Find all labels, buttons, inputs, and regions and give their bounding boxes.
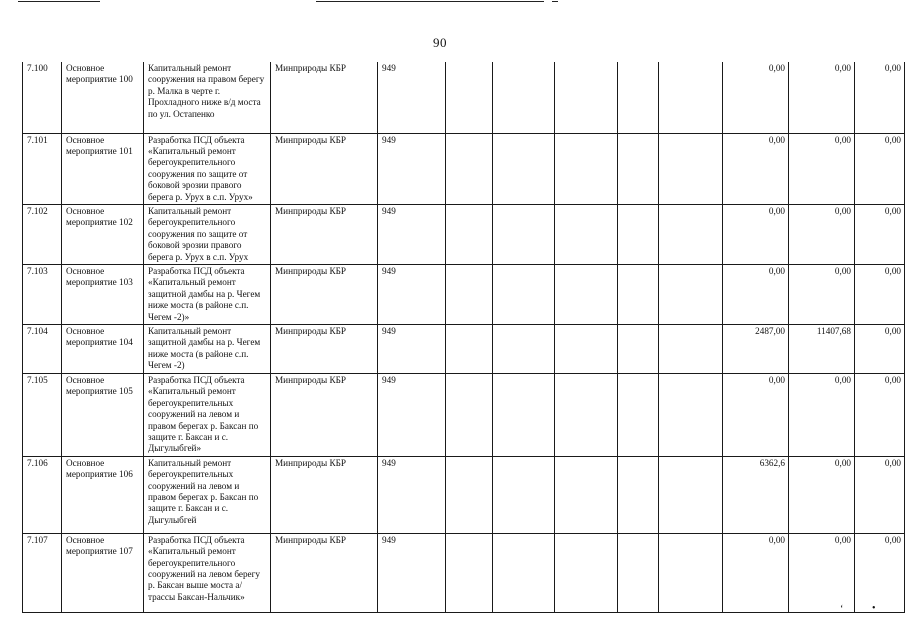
empty-cell	[618, 133, 659, 204]
amount-3: 0,00	[855, 133, 905, 204]
measure-type: Основное мероприятие 102	[62, 204, 144, 264]
amount-3: 0,00	[855, 533, 905, 612]
amount-3: 0,00	[855, 62, 905, 133]
measure-type: Основное мероприятие 107	[62, 533, 144, 612]
empty-cell	[618, 325, 659, 374]
table-row	[23, 264, 905, 324]
scan-artifact-line-right	[552, 1, 558, 2]
amount-1: 2487,00	[723, 325, 789, 374]
executor: Минприроды КБР	[271, 204, 378, 264]
executor: Минприроды КБР	[271, 264, 378, 324]
executor: Минприроды КБР	[271, 62, 378, 133]
row-number: 7.107	[23, 533, 62, 612]
empty-cell	[555, 264, 618, 324]
empty-cell	[446, 62, 493, 133]
amount-1: 0,00	[723, 533, 789, 612]
empty-cell	[493, 533, 555, 612]
grbs-code: 949	[378, 374, 446, 457]
executor: Минприроды КБР	[271, 533, 378, 612]
amount-3: 0,00	[855, 204, 905, 264]
amount-2: 11407,68	[789, 325, 855, 374]
amount-2: 0,00	[789, 533, 855, 612]
amount-2: 0,00	[789, 204, 855, 264]
amount-3: 0,00	[855, 374, 905, 457]
measure-type: Основное мероприятие 100	[62, 62, 144, 133]
empty-cell	[493, 204, 555, 264]
empty-cell	[493, 133, 555, 204]
empty-cell	[618, 204, 659, 264]
empty-cell	[618, 264, 659, 324]
grbs-code: 949	[378, 204, 446, 264]
measure-name: Разработка ПСД объекта «Капитальный ремонт берегоукрепительного сооружений на левом берегу р. Баксан выше моста а/трассы Баксан-Нальчик»	[144, 533, 271, 612]
empty-cell	[555, 133, 618, 204]
empty-cell	[618, 456, 659, 533]
empty-cell	[618, 374, 659, 457]
measure-type: Основное мероприятие 103	[62, 264, 144, 324]
measure-name: Капитальный ремонт защитной дамбы на р. Чегем ниже моста (в районе с.п. Чегем -2)	[144, 325, 271, 374]
grbs-code: 949	[378, 456, 446, 533]
amount-1: 0,00	[723, 204, 789, 264]
scan-mark-left: ʻ	[840, 604, 844, 615]
empty-cell	[446, 325, 493, 374]
table-row	[23, 374, 905, 457]
empty-cell	[493, 456, 555, 533]
measure-name: Разработка ПСД объекта «Капитальный ремонт берегоукрепительных сооружений на левом и правом берегах р. Баксан по защите г. Баксан и с. Дыгулыбгей»	[144, 374, 271, 457]
table-row	[23, 533, 905, 612]
grbs-code: 949	[378, 264, 446, 324]
empty-cell	[555, 374, 618, 457]
grbs-code: 949	[378, 133, 446, 204]
empty-cell	[446, 204, 493, 264]
measure-type: Основное мероприятие 105	[62, 374, 144, 457]
empty-cell	[618, 62, 659, 133]
empty-cell	[555, 533, 618, 612]
empty-cell	[493, 264, 555, 324]
empty-cell	[446, 533, 493, 612]
empty-cell	[659, 325, 723, 374]
table-body	[23, 62, 905, 612]
empty-cell	[659, 456, 723, 533]
amount-3: 0,00	[855, 325, 905, 374]
empty-cell	[555, 204, 618, 264]
measure-name: Разработка ПСД объекта «Капитальный ремонт берегоукрепительного сооружения по защите от боковой эрозии правого берега р. Урух в с.п. Урух»	[144, 133, 271, 204]
amount-3: 0,00	[855, 456, 905, 533]
table-row	[23, 456, 905, 533]
row-number: 7.101	[23, 133, 62, 204]
empty-cell	[618, 533, 659, 612]
empty-cell	[493, 325, 555, 374]
empty-cell	[555, 325, 618, 374]
amount-1: 0,00	[723, 133, 789, 204]
empty-cell	[659, 62, 723, 133]
measure-name: Капитальный ремонт берегоукрепительного сооружения по защите от боковой эрозии правого берега р. Урух в с.п. Урух	[144, 204, 271, 264]
row-number: 7.105	[23, 374, 62, 457]
amount-2: 0,00	[789, 264, 855, 324]
measure-name: Разработка ПСД объекта «Капитальный ремонт защитной дамбы на р. Чегем ниже моста (в районе с.п. Чегем -2)»	[144, 264, 271, 324]
amount-2: 0,00	[789, 62, 855, 133]
executor: Минприроды КБР	[271, 374, 378, 457]
grbs-code: 949	[378, 325, 446, 374]
empty-cell	[659, 374, 723, 457]
empty-cell	[446, 264, 493, 324]
scan-artifact-line-left	[18, 1, 100, 2]
measure-type: Основное мероприятие 104	[62, 325, 144, 374]
amount-2: 0,00	[789, 456, 855, 533]
empty-cell	[555, 62, 618, 133]
row-number: 7.103	[23, 264, 62, 324]
scan-mark-right: •	[872, 603, 876, 614]
empty-cell	[493, 62, 555, 133]
row-number: 7.102	[23, 204, 62, 264]
measure-type: Основное мероприятие 101	[62, 133, 144, 204]
grbs-code: 949	[378, 62, 446, 133]
empty-cell	[446, 374, 493, 457]
table-row	[23, 204, 905, 264]
amount-1: 0,00	[723, 264, 789, 324]
amount-2: 0,00	[789, 133, 855, 204]
row-number: 7.104	[23, 325, 62, 374]
measure-name: Капитальный ремонт сооружения на правом берегу р. Малка в черте г. Прохладного ниже в/д моста по ул. Остапенко	[144, 62, 271, 133]
empty-cell	[659, 133, 723, 204]
empty-cell	[555, 456, 618, 533]
page-number: 90	[433, 35, 447, 50]
empty-cell	[659, 264, 723, 324]
empty-cell	[446, 456, 493, 533]
row-number: 7.106	[23, 456, 62, 533]
amount-1: 6362,6	[723, 456, 789, 533]
amount-3: 0,00	[855, 264, 905, 324]
measure-type: Основное мероприятие 106	[62, 456, 144, 533]
executor: Минприроды КБР	[271, 325, 378, 374]
empty-cell	[659, 204, 723, 264]
empty-cell	[659, 533, 723, 612]
row-number: 7.100	[23, 62, 62, 133]
grbs-code: 949	[378, 533, 446, 612]
empty-cell	[446, 133, 493, 204]
table-row	[23, 133, 905, 204]
table-row	[23, 325, 905, 374]
table-row	[23, 62, 905, 133]
scan-artifact-line-center	[316, 1, 544, 2]
amount-1: 0,00	[723, 374, 789, 457]
amount-2: 0,00	[789, 374, 855, 457]
amount-1: 0,00	[723, 62, 789, 133]
executor: Минприроды КБР	[271, 133, 378, 204]
executor: Минприроды КБР	[271, 456, 378, 533]
measures-table	[22, 62, 905, 613]
measure-name: Капитальный ремонт берегоукрепительных сооружений на левом и правом берегах р. Баксан по защите г. Баксан и с. Дыгулыбгей	[144, 456, 271, 533]
empty-cell	[493, 374, 555, 457]
